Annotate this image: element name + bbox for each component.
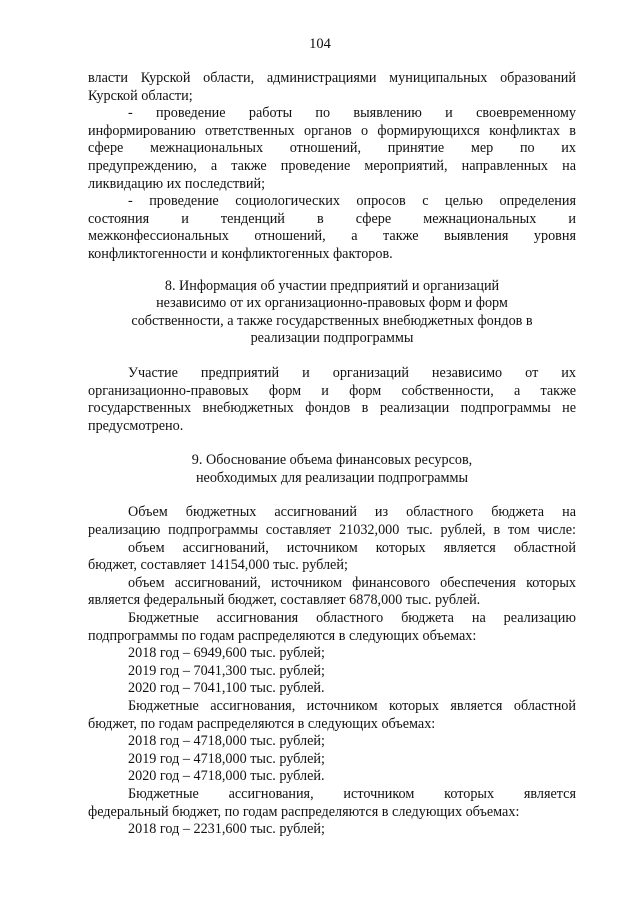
text-line: 2020 год – 7041,100 тыс. рублей.: [128, 680, 325, 697]
document-body: [88, 70, 576, 839]
text-line: - проведение работы по выявлению и своевременному: [128, 105, 576, 122]
text-line: 2018 год – 2231,600 тыс. рублей;: [128, 821, 325, 838]
heading-line: реализации подпрограммы: [250, 330, 414, 347]
text-line: Бюджетные ассигнования, источником которых является областной: [128, 698, 576, 714]
text-line: организационно-правовых форм и форм собственности, а также: [88, 382, 576, 399]
text-line: 2018 год – 4718,000 тыс. рублей;: [128, 733, 325, 750]
text-line: реализацию подпрограммы составляет 21032,000 тыс. рублей, в том числе:: [88, 522, 576, 539]
page-number: 104: [309, 36, 331, 52]
text-line: ликвидацию их последствий;: [88, 175, 266, 192]
text-line: Бюджетные ассигнования областного бюджета на реализацию: [128, 610, 576, 627]
text-line: 2018 год – 6949,600 тыс. рублей;: [128, 645, 325, 662]
text-line: объем ассигнований, источником которых является областной: [128, 539, 576, 556]
section-8-heading: [88, 278, 576, 348]
text-line: объем ассигнований, источником финансового обеспечения которых: [128, 574, 576, 591]
section-9-heading: [88, 452, 576, 487]
text-line: федеральный бюджет, по годам распределяются в следующих объемах:: [88, 803, 520, 820]
text-line: 2019 год – 7041,300 тыс. рублей;: [128, 662, 325, 679]
section-8-paragraph: [88, 365, 576, 435]
text-line: Курской области;: [88, 87, 193, 104]
measures-list: [88, 70, 576, 264]
text-line: предупреждению, а также проведение мероприятий, направленных на: [88, 157, 576, 174]
text-line: является федеральный бюджет, составляет 6878,000 тыс. рублей.: [88, 592, 481, 609]
text-line: власти Курской области, администрациями муниципальных образований: [88, 70, 576, 86]
heading-line: 9. Обоснование объема финансовых ресурсов,: [191, 452, 473, 469]
text-line: предусмотрено.: [88, 417, 184, 434]
text-line: 2019 год – 4718,000 тыс. рублей;: [128, 750, 325, 767]
heading-line: собственности, а также государственных внебюджетных фондов в: [131, 312, 533, 329]
text-line: Бюджетные ассигнования, источником которых является: [128, 785, 576, 802]
text-line: информированию ответственных органов о формирующихся конфликтах в: [88, 122, 576, 139]
heading-line: необходимых для реализации подпрограммы: [195, 469, 469, 486]
text-line: подпрограммы по годам распределяются в следующих объемах:: [88, 627, 477, 644]
text-line: бюджет, составляет 14154,000 тыс. рублей;: [88, 557, 348, 574]
text-line: сфере межнациональных отношений, принятие мер по их: [88, 140, 576, 157]
text-line: государственных внебюджетных фондов в реализации подпрограммы не: [88, 400, 576, 417]
text-line: межконфессиональных отношений, а также выявления уровня: [88, 228, 576, 245]
heading-line: 8. Информация об участии предприятий и организаций: [164, 277, 500, 294]
text-line: 2020 год – 4718,000 тыс. рублей.: [128, 768, 325, 785]
text-line: конфликтогенности и конфликтогенных факторов.: [88, 245, 393, 262]
text-line: Участие предприятий и организаций независимо от их: [128, 364, 576, 381]
section-9-paragraph: [88, 504, 576, 838]
text-line: бюджет, по годам распределяются в следующих объемах:: [88, 715, 436, 732]
text-line: Объем бюджетных ассигнований из областного бюджета на: [128, 504, 576, 521]
text-line: - проведение социологических опросов с целью определения: [128, 193, 576, 210]
heading-line: независимо от их организационно-правовых форм и форм: [156, 295, 508, 312]
text-line: состояния и тенденций в сфере межнациональных и: [88, 210, 576, 227]
